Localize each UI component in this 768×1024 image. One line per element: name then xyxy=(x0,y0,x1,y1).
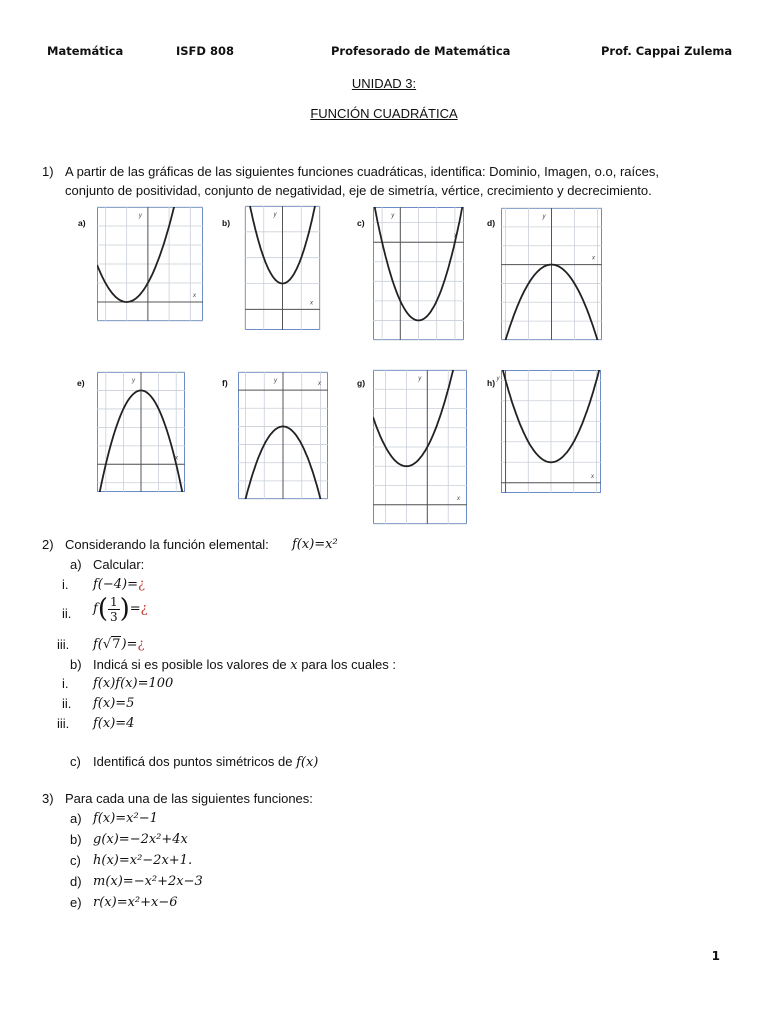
graph-label: d) xyxy=(487,218,496,228)
x-axis-label: x xyxy=(310,300,313,307)
q3-item-expr: r(x)=x²+x−6 xyxy=(93,895,178,910)
y-axis-label: y xyxy=(274,378,277,384)
q2a-label: a) xyxy=(70,557,82,572)
topic-title: FUNCIÓN CUADRÁTICA xyxy=(310,106,458,121)
q2b-item-num: i. xyxy=(62,676,69,691)
q1-line1: A partir de las gráficas de las siguientes funciones cuadráticas, identifica: Dominio, Imagen, o.o, raíces, xyxy=(65,164,659,179)
q2a-item-expr: f( $\frac{1}{3}$ )=¿ xyxy=(93,594,148,624)
x-axis-label: x xyxy=(592,255,595,262)
x-axis-label: x xyxy=(175,455,178,462)
header-course: Profesorado de Matemática xyxy=(331,44,511,58)
q2a-item-expr: f(−4)=¿ xyxy=(93,577,145,592)
q2c-text: Identificá dos puntos simétricos de f(x) xyxy=(93,754,319,770)
graph-label: f) xyxy=(222,378,228,388)
q2a-item-num: iii. xyxy=(57,637,70,652)
y-axis-label: y xyxy=(273,212,277,218)
y-axis-label: y xyxy=(132,378,135,384)
x-axis-label: x xyxy=(457,495,460,502)
q3-item-expr: g(x)=−2x²+4x xyxy=(93,832,188,847)
parabola-graph xyxy=(97,207,203,321)
unit-title: UNIDAD 3: xyxy=(351,76,417,91)
parabola-graph xyxy=(238,372,328,499)
q3-item-label: c) xyxy=(70,853,81,868)
q2a-item-num: i. xyxy=(62,577,69,592)
x-axis-label: x xyxy=(193,293,196,299)
q2a-item-num: ii. xyxy=(62,606,72,621)
q3-item-label: e) xyxy=(70,895,82,910)
q2b-text: Indicá si es posible los valores de x para los cuales : xyxy=(93,657,396,673)
parabola-graph xyxy=(245,206,320,330)
parabola-graph xyxy=(373,207,464,340)
q2b-item-num: iii. xyxy=(57,716,70,731)
q3-item-expr: h(x)=x²−2x+1. xyxy=(93,853,193,868)
q2c-label: c) xyxy=(70,754,81,769)
q2b-item-num: ii. xyxy=(62,696,72,711)
q2-intro: Considerando la función elemental: xyxy=(65,537,269,552)
header-subject: Matemática xyxy=(47,44,124,58)
parabola-graph xyxy=(373,370,467,524)
q2b-item-expr: f(x)=5 xyxy=(93,696,135,711)
header-institute: ISFD 808 xyxy=(176,44,234,58)
graph-label: c) xyxy=(357,218,365,228)
q3-intro: Para cada una de las siguientes funciones: xyxy=(65,791,313,806)
x-axis-label: x xyxy=(318,381,321,388)
parabola-graph xyxy=(501,208,602,340)
graph-label: e) xyxy=(77,378,85,388)
q3-item-label: d) xyxy=(70,874,82,889)
graph-label: a) xyxy=(78,218,86,228)
q2a-item-expr: f(√7)=¿ xyxy=(93,637,145,652)
q3-item-label: a) xyxy=(70,811,82,826)
q3-item-label: b) xyxy=(70,832,82,847)
y-axis-label: y xyxy=(138,213,142,219)
y-axis-label: y xyxy=(418,376,422,382)
q1-line2: conjunto de positividad, conjunto de negatividad, eje de simetría, vértice, crecimiento y decrecimiento. xyxy=(65,183,652,198)
y-axis-label: y xyxy=(542,214,546,220)
x-axis-label: x xyxy=(454,233,457,240)
graph-label: h) xyxy=(487,378,496,388)
x-axis-label: x xyxy=(591,473,594,480)
graph-label: b) xyxy=(222,218,231,228)
y-axis-label: y xyxy=(391,213,395,219)
q3-item-expr: f(x)=x²−1 xyxy=(93,811,158,826)
q3-item-expr: m(x)=−x²+2x−3 xyxy=(93,874,203,889)
q3-number: 3) xyxy=(42,791,54,806)
q1-number: 1) xyxy=(42,164,54,179)
parabola-graph xyxy=(496,370,601,493)
parabola-graph xyxy=(97,372,185,492)
q2b-item-expr: f(x)f(x)=100 xyxy=(93,676,174,691)
q2b-item-expr: f(x)=4 xyxy=(93,716,135,731)
graph-label: g) xyxy=(357,378,366,388)
q2b-label: b) xyxy=(70,657,82,672)
q2-number: 2) xyxy=(42,537,54,552)
y-axis-label: y xyxy=(496,376,500,382)
q2a-text: Calcular: xyxy=(93,557,145,572)
q2-func: f(x)=x² xyxy=(292,537,338,552)
header-teacher: Prof. Cappai Zulema xyxy=(601,44,733,58)
page-number: 1 xyxy=(711,949,720,963)
